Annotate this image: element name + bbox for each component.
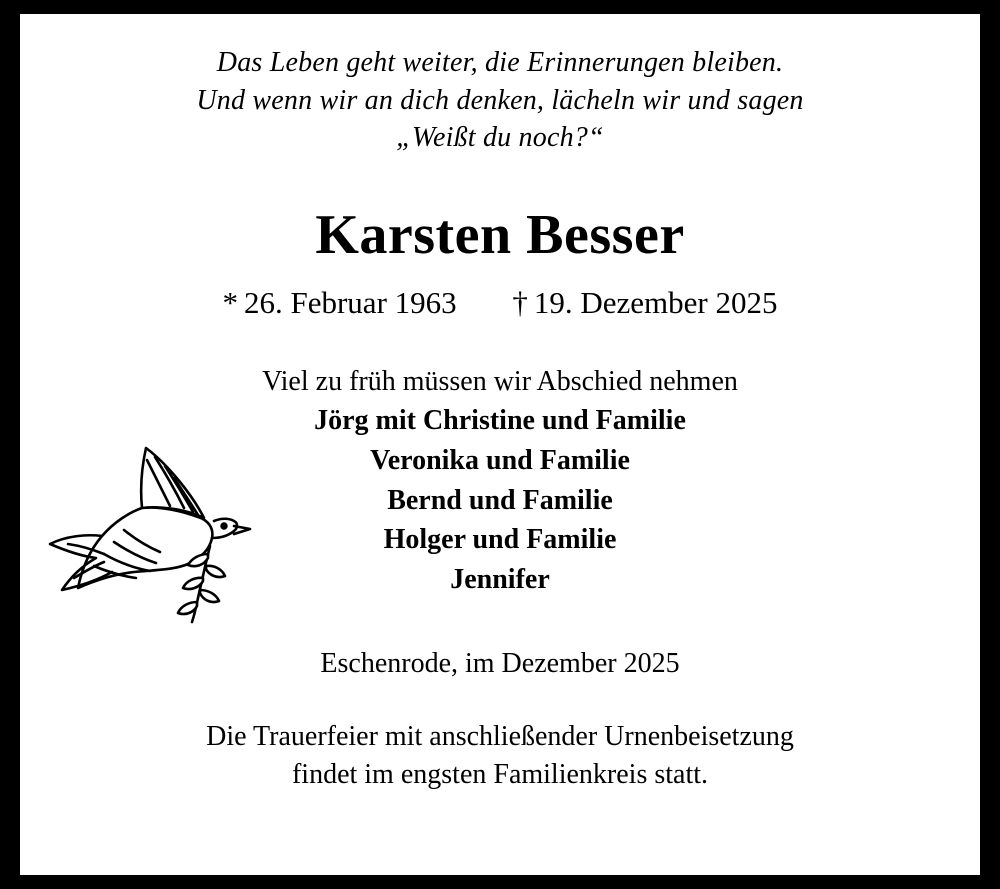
verse-line-1: Das Leben geht weiter, die Erinnerungen bleiben.	[216, 47, 784, 78]
mourner-4: Holger und Familie	[383, 524, 617, 556]
memorial-verse	[20, 14, 980, 157]
mourner-3: Bernd und Familie	[387, 484, 613, 516]
funeral-notice-line-2: findet im engsten Familienkreis statt.	[291, 758, 709, 790]
birth-date-group	[222, 285, 464, 320]
obituary-card	[20, 14, 980, 875]
funeral-notice	[20, 718, 980, 794]
birth-star-icon: *	[222, 285, 238, 321]
mourning-intro: Viel zu früh müssen wir Abschied nehmen	[262, 366, 738, 398]
life-dates	[20, 284, 980, 321]
mourner-1: Jörg mit Christine und Familie	[314, 405, 686, 437]
death-date-group	[512, 285, 777, 320]
birth-date: 26. Februar 1963	[243, 285, 457, 321]
mourner-2: Veronika und Familie	[370, 444, 630, 476]
dove-icon	[38, 426, 253, 631]
mourner-5: Jennifer	[450, 564, 550, 596]
death-date: 19. Dezember 2025	[533, 285, 778, 321]
deceased-name: Karsten Besser	[315, 203, 685, 266]
verse-line-3: „Weißt du noch?“	[396, 122, 604, 154]
place-and-date: Eschenrode, im Dezember 2025	[320, 647, 680, 679]
funeral-notice-line-1: Die Trauerfeier mit anschließender Urnenbeisetzung	[206, 720, 794, 752]
verse-line-2: Und wenn wir an dich denken, lächeln wir und sagen	[196, 84, 804, 116]
death-cross-icon: †	[512, 285, 528, 321]
